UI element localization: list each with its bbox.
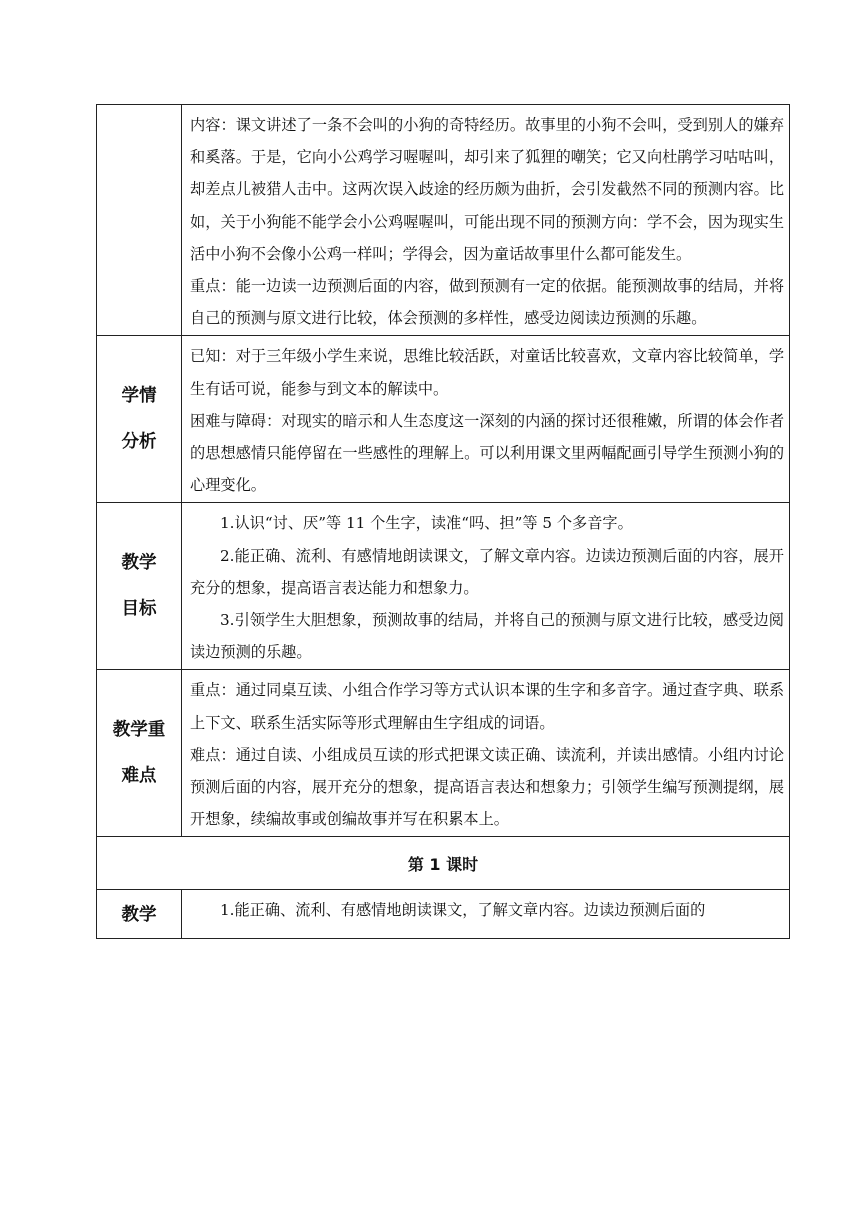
paragraph: 1.能正确、流利、有感情地朗读课文，了解文章内容。边读边预测后面的 — [220, 901, 706, 920]
table-row — [97, 105, 790, 336]
section-title: 第 1 课时 — [97, 837, 790, 890]
paragraph: 困难与障碍：对现实的暗示和人生态度这一深刻的内涵的探讨还很稚嫩，所谓的体会作者的思想感情只能停留在一些感性的理解上。可以利用课文里两幅配画引导学生预测小狗的心理变化。 — [190, 411, 784, 495]
label-line: 难点 — [121, 766, 157, 787]
paragraph: 重点：能一边读一边预测后面的内容，做到预测有一定的依据。能预测故事的结局，并将自己的预测与原文进行比较，体会预测的多样性，感受边阅读边预测的乐趣。 — [190, 277, 784, 328]
row-label-learning-analysis — [97, 336, 182, 503]
row-label-empty — [97, 105, 182, 336]
table-row — [97, 670, 790, 837]
table-row — [97, 890, 790, 939]
paragraph: 3.引领学生大胆想象，预测故事的结局，并将自己的预测与原文进行比较，感受边阅读边预测的乐趣。 — [190, 611, 784, 662]
paragraph: 1.认识“讨、厌”等 11 个生字，读准“吗、担”等 5 个多音字。 — [220, 514, 633, 533]
label-line: 教学 — [121, 553, 157, 574]
row-label-teaching: 教学 — [97, 890, 182, 939]
row-label-teaching-goals — [97, 503, 182, 670]
paragraph: 2.能正确、流利、有感情地朗读课文，了解文章内容。边读边预测后面的内容，展开充分的想象，提高语言表达能力和想象力。 — [190, 546, 784, 597]
table-row — [97, 336, 790, 503]
label-line: 分析 — [121, 432, 157, 453]
table-row — [97, 837, 790, 890]
paragraph: 内容：课文讲述了一条不会叫的小狗的奇特经历。故事里的小狗不会叫，受到别人的嫌弃和奚落。于是，它向小公鸡学习喔喔叫，却引来了狐狸的嘲笑；它又向杜鹃学习咕咕叫，却差点儿被猎人击中。这两次误入歧途的经历颇为曲折，会引发截然不同的预测内容。比如，关于小狗能不能学会小公鸡喔喔叫，可能出现不同的预测方向：学不会，因为现实生活中小狗不会像小公鸡一样叫；学得会，因为童话故事里什么都可能发生。 — [190, 116, 784, 263]
label-line: 目标 — [121, 599, 157, 620]
paragraph: 已知：对于三年级小学生来说，思维比较活跃，对童话比较喜欢，文章内容比较简单，学生有话可说，能参与到文本的解读中。 — [190, 347, 784, 398]
content-cell — [182, 336, 790, 503]
lesson-plan-table — [96, 104, 790, 939]
content-cell — [182, 890, 790, 939]
row-label-key-difficulties — [97, 670, 182, 837]
content-cell — [182, 670, 790, 837]
label-line: 教学重 — [112, 720, 166, 741]
paragraph: 重点：通过同桌互读、小组合作学习等方式认识本课的生字和多音字。通过查字典、联系上下文、联系生活实际等形式理解由生字组成的词语。 — [190, 681, 784, 732]
paragraph: 难点：通过自读、小组成员互读的形式把课文读正确、读流利，并读出感情。小组内讨论预测后面的内容，展开充分的想象，提高语言表达和想象力；引领学生编写预测提纲，展开想象，续编故事或创编故事并写在积累本上。 — [190, 745, 784, 829]
table-row — [97, 503, 790, 670]
label-line: 学情 — [121, 386, 157, 407]
content-cell — [182, 105, 790, 336]
content-cell — [182, 503, 790, 670]
